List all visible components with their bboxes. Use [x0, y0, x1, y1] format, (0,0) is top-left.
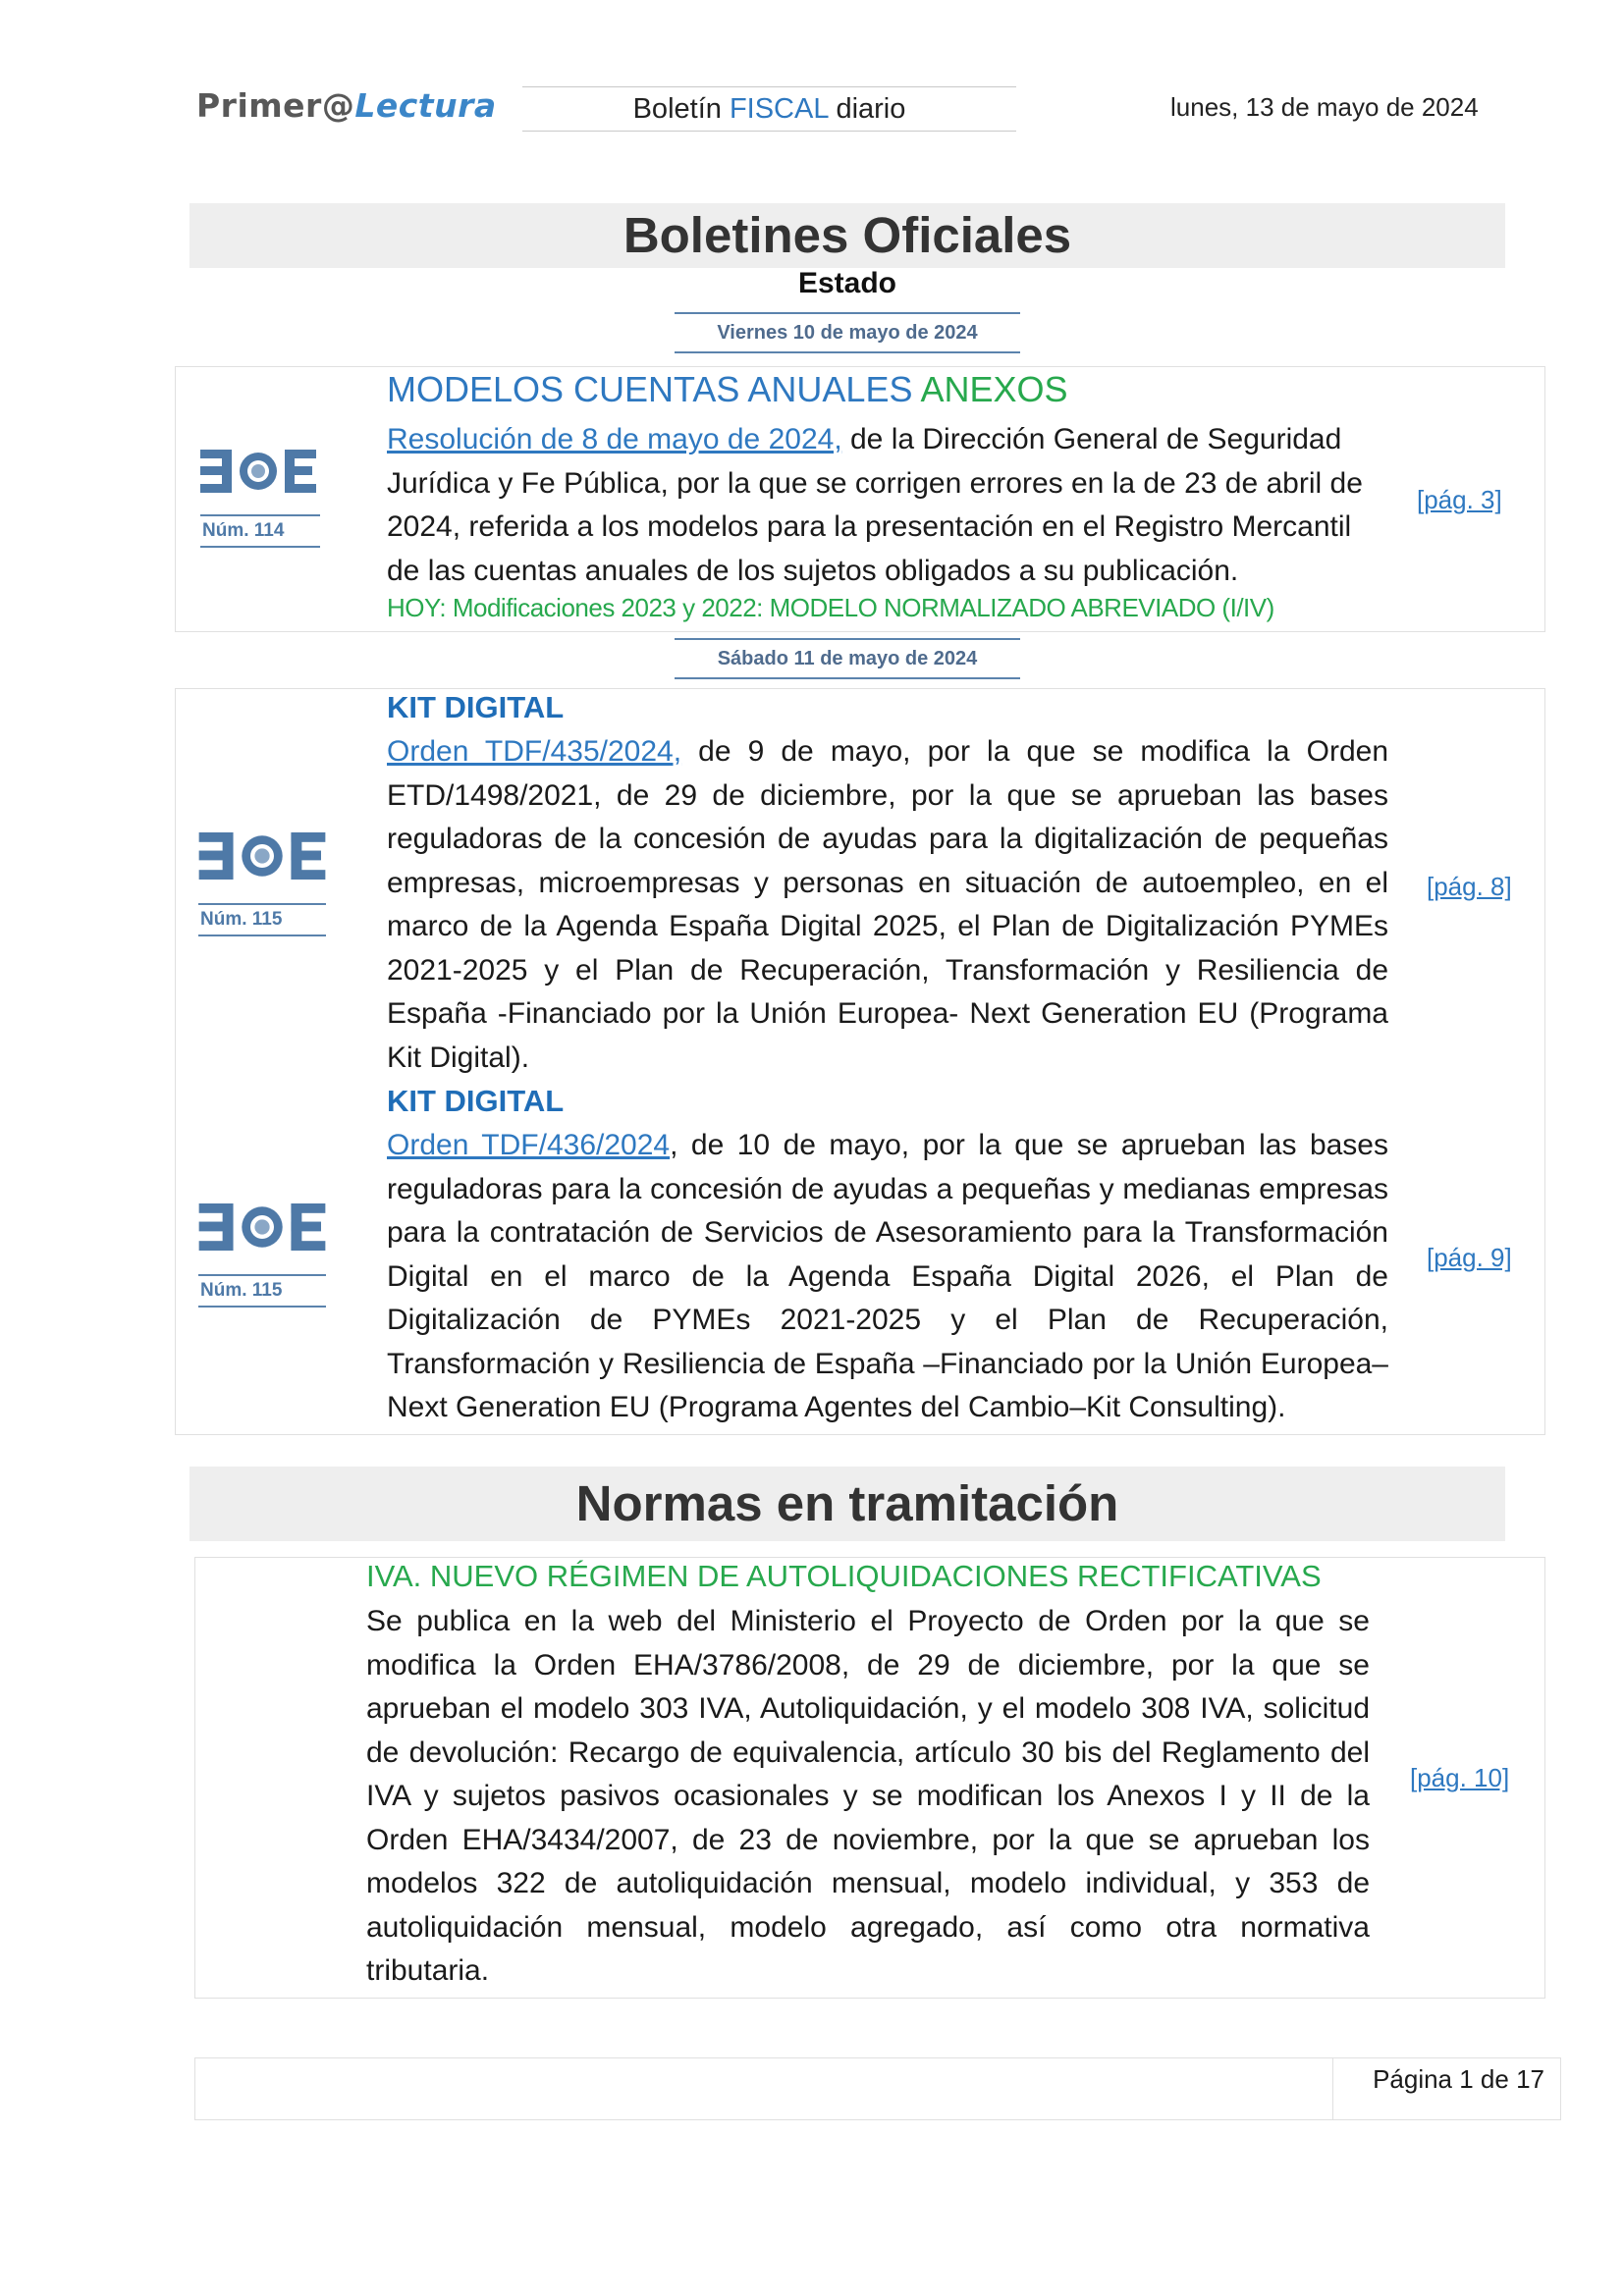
boe-logo-114 — [200, 450, 316, 498]
bulletin-highlight: FISCAL — [729, 93, 829, 125]
page-ref-3[interactable]: [pág. 3] — [1417, 485, 1502, 514]
boe-logo-115-b — [198, 1203, 326, 1255]
boe-number-114: Núm. 114 — [200, 514, 320, 548]
boe-logo-115-a — [198, 832, 326, 884]
entry-text-tdf-435 — [387, 730, 1388, 1080]
entry-heading-kit-digital-2: KIT DIGITAL — [387, 1084, 565, 1118]
entry-body-modelos: de la Dirección General de Seguridad Jurídica y Fe Pública, por la que se corrigen errores en la de 23 de abril de 2024, referida a los modelos para la presentación en el Registro Mercantil de las cuentas anuales de los sujetos obligados a su publicación. — [387, 423, 1363, 587]
entry-title-green: ANEXOS — [920, 369, 1068, 409]
link-orden-tdf-435[interactable]: Orden TDF/435/2024, — [387, 735, 682, 768]
link-resolucion-8-mayo[interactable]: Resolución de 8 de mayo de 2024, — [387, 423, 842, 455]
bulletin-suffix: diario — [828, 93, 906, 125]
date-label-friday: Viernes 10 de mayo de 2024 — [675, 312, 1020, 353]
bulletin-title — [522, 86, 1016, 132]
section-title-boletines: Boletines Oficiales — [189, 203, 1505, 268]
boe-logo-icon — [198, 832, 326, 880]
section-title-normas: Normas en tramitación — [189, 1467, 1505, 1541]
page-ref-9[interactable]: [pág. 9] — [1427, 1243, 1512, 1272]
brand-logo-part1: Primer@ — [196, 86, 355, 125]
page-number: Página 1 de 17 — [1332, 2058, 1560, 2119]
boe-logo-icon — [200, 450, 316, 493]
link-orden-tdf-436[interactable]: Orden TDF/436/2024 — [387, 1129, 671, 1161]
entry-title-main: MODELOS CUENTAS ANUALES — [387, 369, 921, 409]
brand-logo — [196, 86, 497, 125]
header-date: lunes, 13 de mayo de 2024 — [1170, 92, 1479, 122]
entry-title-modelos — [387, 369, 1068, 410]
boe-logo-icon — [198, 1203, 326, 1251]
entry-heading-kit-digital-1: KIT DIGITAL — [387, 690, 565, 724]
page-footer — [194, 2057, 1561, 2120]
entry-hoy-note: HOY: Modificaciones 2023 y 2022: MODELO NORMALIZADO ABREVIADO (I/IV) — [387, 593, 1274, 622]
bulletin-prefix: Boletín — [632, 93, 730, 125]
section-subtitle-estado: Estado — [797, 267, 897, 299]
entry-text-iva: Se publica en la web del Ministerio el Proyecto de Orden por la que se modifica la Orden EHA/3786/2008, de 29 de diciembre, por la que se aprueban el modelo 303 IVA, Autoliquidación, y el modelo 308 IVA, solicitud de devolución: Recargo de equivalencia, artículo 30 bis del Reglamento del IVA y sujetos pasivos ocasionales y se modifican los Anexos I y II de la Orden EHA/3434/2007, de 23 de noviembre, por la que se aprueban los modelos 322 de autoliquidación mensual, modelo individual, y 353 de autoliquidación mensual, modelo agregado, así como otra normativa tributaria. — [366, 1605, 1370, 1987]
entry-text-modelos — [387, 418, 1369, 593]
boe-number-115-a: Núm. 115 — [198, 903, 326, 936]
entry-body-tdf-435: de 9 de mayo, por la que se modifica la Orden ETD/1498/2021, de 29 de diciembre, por la que se aprueban las bases reguladoras de la concesión de ayudas para la digitalización de pequeñas empresas, microempresas y personas en situación de autoempleo, en el marco de la Agenda España Digital 2025, el Plan de Digitalización PYMEs 2021-2025 y el Plan de Recuperación, Transformación y Resiliencia de España -Financiado por la Unión Europea- Next Generation EU (Programa Kit Digital). — [387, 735, 1388, 1074]
entry-heading-iva: IVA. NUEVO RÉGIMEN DE AUTOLIQUIDACIONES RECTIFICATIVAS — [366, 1559, 1322, 1593]
brand-logo-part2: Lectura — [354, 86, 497, 125]
entry-body-tdf-436: , de 10 de mayo, por la que se aprueban las bases reguladoras para la concesión de ayudas a pequeñas y medianas empresas para la contratación de Servicios de Asesoramiento para la Transformación Digital en el marco de la Agenda España Digital 2026, el Plan de Digitalización de PYMEs 2021-2025 y el Plan de Recuperación, Transformación y Resiliencia de España –Financiado por la Unión Europea– Next Generation EU (Programa Agentes del Cambio–Kit Consulting). — [387, 1129, 1388, 1423]
entry-text-tdf-436 — [387, 1124, 1388, 1430]
page-ref-8[interactable]: [pág. 8] — [1427, 872, 1512, 901]
page-ref-10[interactable]: [pág. 10] — [1410, 1763, 1510, 1792]
date-label-saturday: Sábado 11 de mayo de 2024 — [675, 638, 1020, 679]
boe-number-115-b: Núm. 115 — [198, 1274, 326, 1308]
